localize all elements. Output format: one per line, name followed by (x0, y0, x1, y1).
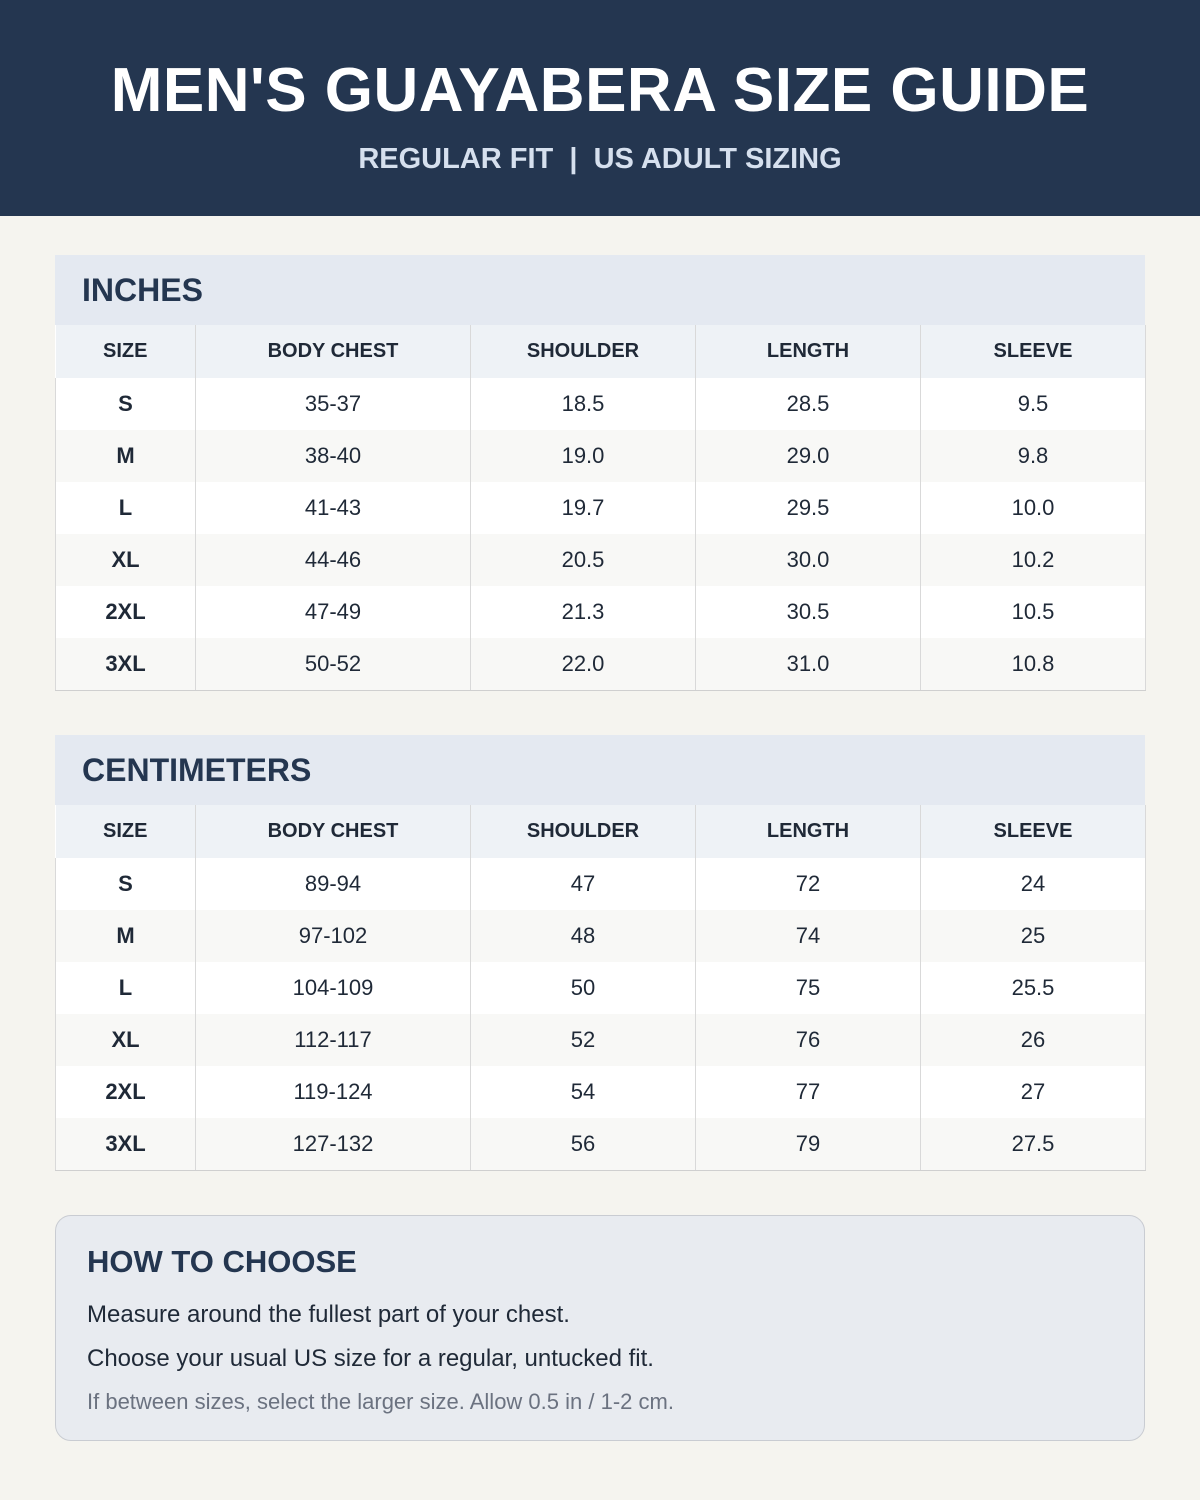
sleeve-cell: 26 (921, 1014, 1146, 1066)
body-chest-cell: 41-43 (196, 482, 471, 534)
body-chest-cell: 44-46 (196, 534, 471, 586)
body-chest-cell: 112-117 (196, 1014, 471, 1066)
page-subtitle: REGULAR FIT | US ADULT SIZING (358, 143, 842, 175)
length-cell: 31.0 (696, 638, 921, 691)
shoulder-cell: 50 (471, 962, 696, 1014)
centimeters-section-title: CENTIMETERS (55, 735, 1145, 805)
table-row (56, 1118, 1146, 1171)
inches-section (55, 255, 1145, 691)
length-cell: 30.5 (696, 586, 921, 638)
table-row (56, 858, 1146, 910)
shoulder-cell: 52 (471, 1014, 696, 1066)
sleeve-cell: 27 (921, 1066, 1146, 1118)
inches-size-table (55, 325, 1146, 691)
size-cell: XL (56, 534, 196, 586)
shoulder-cell: 19.0 (471, 430, 696, 482)
column-header-size: SIZE (56, 325, 196, 378)
shoulder-cell: 56 (471, 1118, 696, 1171)
shoulder-cell: 22.0 (471, 638, 696, 691)
column-header-sleeve: SLEEVE (921, 325, 1146, 378)
sleeve-cell: 9.5 (921, 378, 1146, 430)
header-banner (0, 0, 1200, 216)
table-row (56, 962, 1146, 1014)
body-chest-cell: 97-102 (196, 910, 471, 962)
inches-section-title: INCHES (55, 255, 1145, 325)
sleeve-cell: 25.5 (921, 962, 1146, 1014)
length-cell: 29.5 (696, 482, 921, 534)
table-row (56, 1066, 1146, 1118)
size-cell: S (56, 378, 196, 430)
length-cell: 29.0 (696, 430, 921, 482)
length-cell: 72 (696, 858, 921, 910)
body-chest-cell: 47-49 (196, 586, 471, 638)
column-header-length: LENGTH (696, 325, 921, 378)
body-chest-cell: 119-124 (196, 1066, 471, 1118)
body-chest-cell: 89-94 (196, 858, 471, 910)
sleeve-cell: 25 (921, 910, 1146, 962)
how-to-choose-panel (55, 1215, 1145, 1441)
how-to-choose-note: If between sizes, select the larger size. Allow 0.5 in / 1-2 cm. (87, 1389, 674, 1414)
length-cell: 79 (696, 1118, 921, 1171)
how-to-choose-title: HOW TO CHOOSE (87, 1244, 357, 1279)
shoulder-cell: 19.7 (471, 482, 696, 534)
size-cell: M (56, 430, 196, 482)
page-title: MEN'S GUAYABERA SIZE GUIDE (110, 56, 1090, 125)
sleeve-cell: 9.8 (921, 430, 1146, 482)
table-header-row (56, 325, 1146, 378)
table-header-row (56, 805, 1146, 858)
length-cell: 28.5 (696, 378, 921, 430)
size-cell: XL (56, 1014, 196, 1066)
column-header-body-chest: BODY CHEST (196, 805, 471, 858)
shoulder-cell: 47 (471, 858, 696, 910)
table-row (56, 534, 1146, 586)
column-header-shoulder: SHOULDER (471, 805, 696, 858)
body-chest-cell: 38-40 (196, 430, 471, 482)
table-row (56, 910, 1146, 962)
table-row (56, 378, 1146, 430)
body-chest-cell: 127-132 (196, 1118, 471, 1171)
sleeve-cell: 24 (921, 858, 1146, 910)
sleeve-cell: 27.5 (921, 1118, 1146, 1171)
table-row (56, 586, 1146, 638)
sleeve-cell: 10.5 (921, 586, 1146, 638)
sleeve-cell: 10.0 (921, 482, 1146, 534)
shoulder-cell: 20.5 (471, 534, 696, 586)
sleeve-cell: 10.8 (921, 638, 1146, 691)
shoulder-cell: 54 (471, 1066, 696, 1118)
shoulder-cell: 21.3 (471, 586, 696, 638)
table-row (56, 430, 1146, 482)
size-cell: M (56, 910, 196, 962)
size-cell: L (56, 482, 196, 534)
centimeters-size-table (55, 805, 1146, 1171)
column-header-length: LENGTH (696, 805, 921, 858)
column-header-body-chest: BODY CHEST (196, 325, 471, 378)
how-to-choose-line-2: Choose your usual US size for a regular, untucked fit. (87, 1345, 654, 1372)
length-cell: 77 (696, 1066, 921, 1118)
how-to-choose-line-1: Measure around the fullest part of your chest. (87, 1301, 570, 1328)
column-header-sleeve: SLEEVE (921, 805, 1146, 858)
length-cell: 74 (696, 910, 921, 962)
size-cell: 2XL (56, 586, 196, 638)
centimeters-section (55, 735, 1145, 1171)
table-row (56, 1014, 1146, 1066)
length-cell: 75 (696, 962, 921, 1014)
length-cell: 76 (696, 1014, 921, 1066)
size-cell: L (56, 962, 196, 1014)
table-row (56, 638, 1146, 691)
table-row (56, 482, 1146, 534)
shoulder-cell: 18.5 (471, 378, 696, 430)
size-cell: 3XL (56, 638, 196, 691)
column-header-shoulder: SHOULDER (471, 325, 696, 378)
size-cell: 3XL (56, 1118, 196, 1171)
shoulder-cell: 48 (471, 910, 696, 962)
size-cell: S (56, 858, 196, 910)
length-cell: 30.0 (696, 534, 921, 586)
body-chest-cell: 50-52 (196, 638, 471, 691)
sleeve-cell: 10.2 (921, 534, 1146, 586)
size-cell: 2XL (56, 1066, 196, 1118)
body-chest-cell: 104-109 (196, 962, 471, 1014)
body-chest-cell: 35-37 (196, 378, 471, 430)
column-header-size: SIZE (56, 805, 196, 858)
